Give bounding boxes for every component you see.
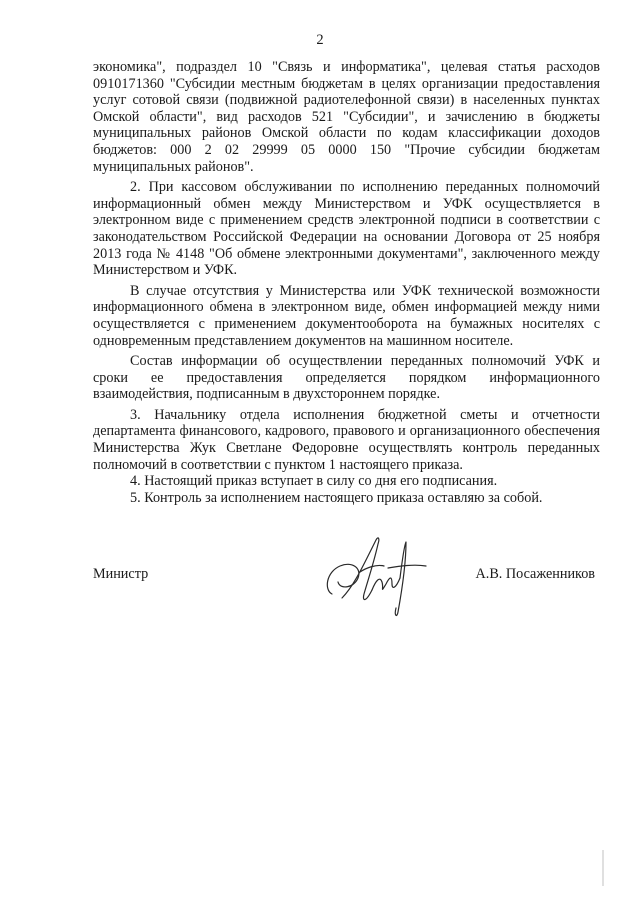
signer-name: А.В. Посаженников (475, 566, 595, 582)
paragraph-no-technical-capability: В случае отсутствия у Министерства или УФК технической возможности информационного обмена в электронном виде, обмен информацией между ними осуществляется с применением документооборота на бумажных носителях с одновременным представлением документов на машинном носителе. (93, 282, 600, 349)
document-body (93, 59, 600, 506)
scan-edge-mark (598, 848, 608, 888)
paragraph-5-oversight: 5. Контроль за исполнением настоящего приказа оставляю за собой. (130, 489, 543, 506)
signature-block (0, 562, 640, 622)
paragraph-4-effective: 4. Настоящий приказ вступает в силу со дня его подписания. (130, 473, 498, 490)
page-number: 2 (316, 32, 324, 48)
paragraph-2-cash-service: 2. При кассовом обслуживании по исполнению переданных полномочий информационный обмен между Министерством и УФК осуществляется в электронном виде с применением средств электронной подписи в соответствии с законодательством Российской Федерации на основании Договора от 25 ноября 2013 года № 4148 "Об обмене электронными документами", заключенного между Министерством и УФК. (93, 179, 600, 279)
paragraph-3-control: 3. Начальнику отдела исполнения бюджетной сметы и отчетности департамента финансового, кадрового, правового и организационного обеспечения Министерства Жук Светлане Федоровне осуществлять контроль переданных полномочий в соответствии с пунктом 1 настоящего приказа. (93, 406, 600, 473)
paragraph-continuation: экономика", подраздел 10 "Связь и информатика", целевая статья расходов 0910171360 "Субсидии местным бюджетам в целях организации предоставления услуг сотовой связи (подвижной радиотелефонной связи) в населенных пунктах Омской области", вид расходов 521 "Субсидии", и зачислению в бюджеты муниципальных районов Омской области по кодам классификации доходов бюджетов: 000 2 02 29999 05 0000 150 "Прочие субсидии бюджетам муниципальных районов". (93, 59, 600, 175)
handwritten-signature (318, 532, 438, 622)
paragraph-information-composition: Состав информации об осуществлении переданных полномочий УФК и сроки ее предоставления определяется порядком информационного взаимодействия, подписанным в двухстороннем порядке. (93, 353, 600, 403)
signer-title: Министр (93, 566, 149, 582)
